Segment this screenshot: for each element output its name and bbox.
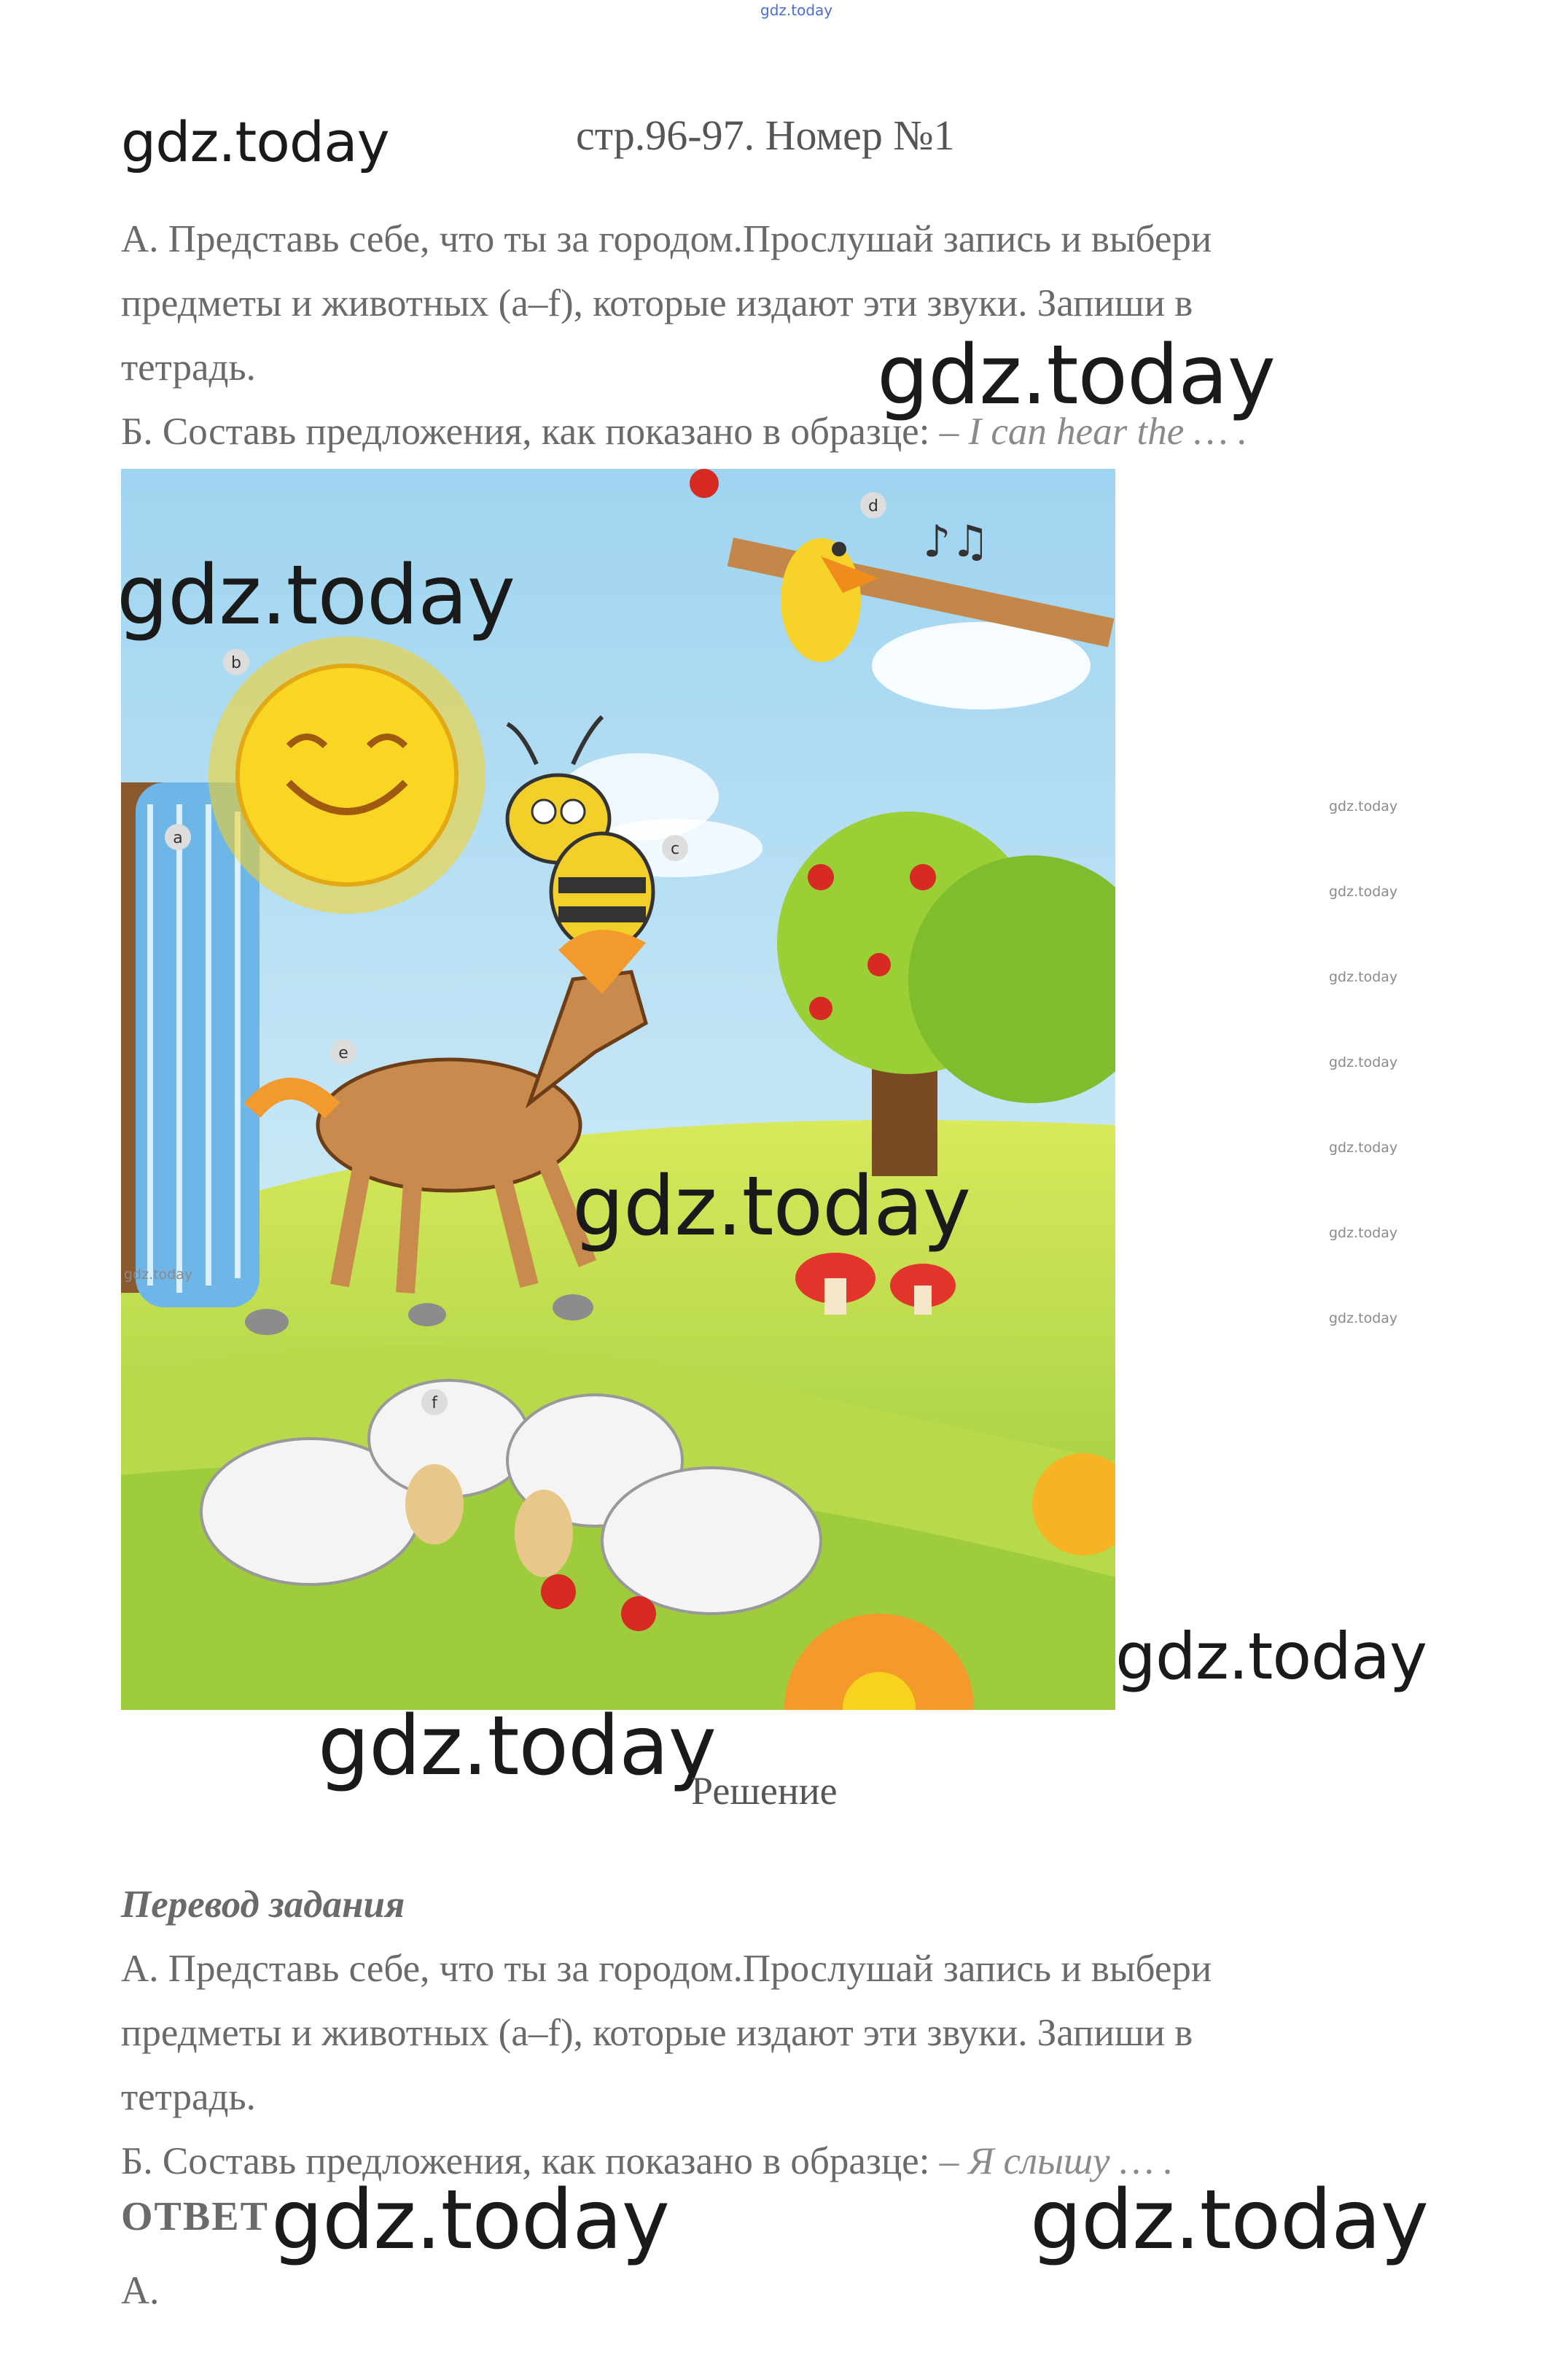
translation-a-line2: предметы и животных (a–f), которые издают эти звуки. Запиши в [121,2012,1193,2054]
label-c: c [670,840,680,858]
svg-text:♪♫: ♪♫ [923,516,991,567]
countryside-scene [121,469,1115,1710]
label-f: f [432,1394,437,1412]
watermark: gdz.today [1329,1310,1398,1326]
watermark: gdz.today [318,1699,717,1794]
translation-b-example: – Я слышу … . [939,2140,1174,2182]
label-a: a [173,829,183,847]
translation-a-line3: тетрадь. [121,2076,256,2118]
watermark: gdz.today [1329,969,1398,985]
watermark: gdz.today [124,1267,193,1283]
task-a-line2: предметы и животных (a–f), которые издают эти звуки. Запиши в [121,282,1193,324]
header-watermark: gdz.today [121,109,389,174]
task-b-text: Б. Составь предложения, как показано в образце: [121,411,940,453]
watermark: gdz.today [271,2173,670,2268]
solution-label: Решение [691,1769,838,1813]
watermark: gdz.today [1329,798,1398,814]
watermark: gdz.today [572,1159,971,1254]
sun [208,637,485,914]
task-a-line1: А. Представь себе, что ты за городом.Прослушай запись и выбери [121,218,1212,260]
translation-section [121,1872,1448,2193]
watermark: gdz.today [877,328,1276,423]
answer-first-line: А. [121,2268,160,2312]
label-b: b [231,654,241,672]
translation-heading: Перевод задания [121,1883,405,1926]
page-title: стр.96-97. Номер №1 [576,112,955,159]
translation-b-text: Б. Составь предложения, как показано в образце: [121,2140,940,2182]
watermark: gdz.today [117,548,515,643]
task-a-line3: тетрадь. [121,346,256,389]
answer-label: ОТВЕТ [121,2194,269,2239]
watermark: gdz.today [1329,1225,1398,1241]
watermark: gdz.today [1329,1140,1398,1156]
label-d: d [868,497,878,516]
watermark: gdz.today [1329,884,1398,900]
task-b-example: – I can hear the … . [939,411,1248,453]
illustration [121,469,1115,1710]
watermark: gdz.today [1030,2173,1429,2268]
watermark: gdz.today [1329,1054,1398,1070]
top-watermark: gdz.today [760,1,833,19]
label-e: e [338,1044,348,1062]
translation-a-line1: А. Представь себе, что ты за городом.Прослушай запись и выбери [121,1948,1212,1990]
watermark: gdz.today [1115,1619,1427,1694]
